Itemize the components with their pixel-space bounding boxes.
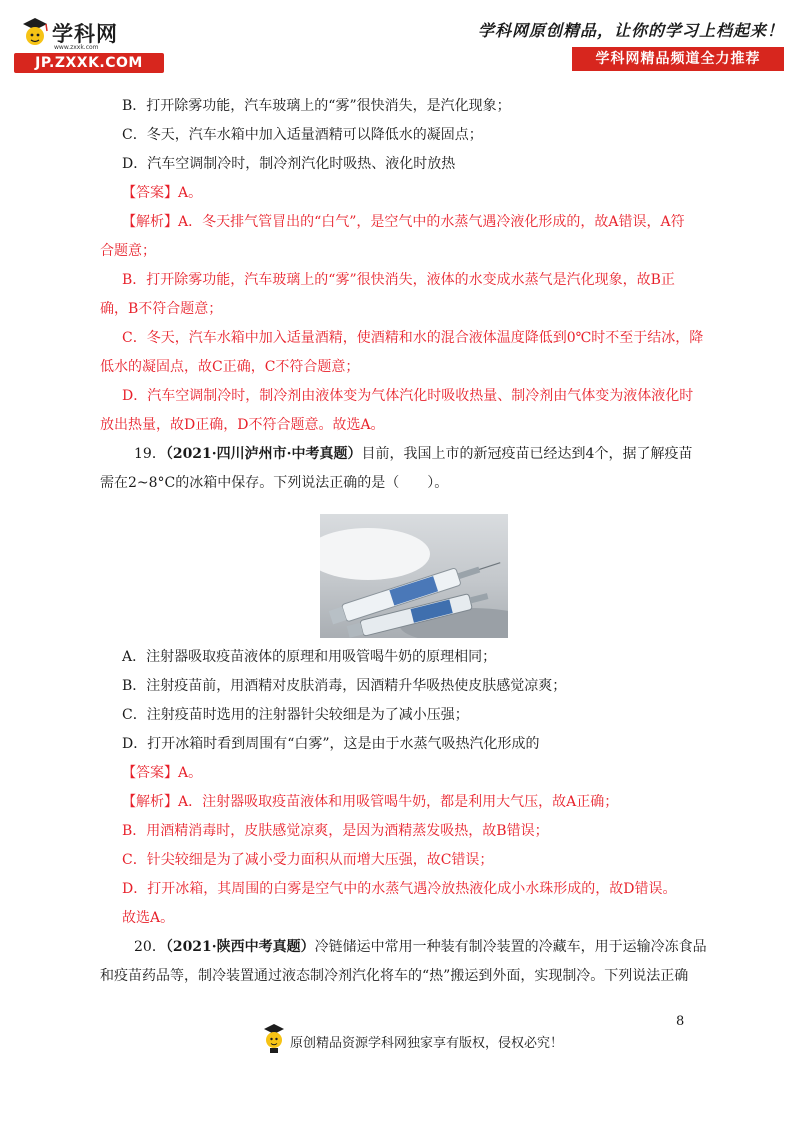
document-body-continued: [100, 643, 708, 991]
q18-analysis-line: 确，B不符合题意；: [100, 301, 223, 317]
page-header: [0, 0, 800, 80]
q19-answer: 【答案】A。: [122, 765, 203, 781]
mascot-icon: [262, 1020, 286, 1054]
copyright-notice: 原创精品资源学科网独家享有版权，侵权必究！: [290, 1036, 564, 1051]
zxxk-logo[interactable]: [14, 16, 164, 74]
q20-stem-continued: 和疫苗药品等，制冷装置通过液态制冷剂汽化将车的“热”搬运到外面，实现制冷。下列说法正确: [100, 968, 689, 984]
q18-analysis-line: D．汽车空调制冷时，制冷剂由液体变为气体汽化时吸收热量、制冷剂由气体变为液体液化时: [122, 388, 694, 404]
q20-stem-text: 冷链储运中常用一种装有制冷装置的冷藏车，用于运输冷冻食品: [314, 939, 707, 955]
logo-name: 学科网: [52, 22, 118, 46]
q19-stem-text: 目前，我国上市的新冠疫苗已经达到4个，据了解疫苗: [361, 446, 693, 462]
q19-number: 19．: [134, 446, 166, 462]
q19-analysis-line: D．打开冰箱，其周围的白雾是空气中的水蒸气遇冷放热液化成小水珠形成的，故D错误。: [122, 881, 677, 897]
q19-option-d: D．打开冰箱时看到周围有“白雾”，这是由于水蒸气吸热汽化形成的: [122, 736, 540, 752]
logo-url: www.zxxk.com: [54, 44, 99, 51]
q18-answer: 【答案】A。: [122, 185, 203, 201]
syringe-illustration: [320, 514, 508, 638]
q18-analysis-line: 合题意；: [100, 243, 156, 259]
page-footer: [0, 1010, 800, 1070]
q19-analysis-line: B．用酒精消毒时，皮肤感觉凉爽，是因为酒精蒸发吸热，故B错误；: [122, 823, 549, 839]
q18-analysis-line: C．冬天，汽车水箱中加入适量酒精，使酒精和水的混合液体温度降低到0℃时不至于结冰，降: [122, 330, 704, 346]
document-body: [100, 92, 708, 498]
q18-analysis-line: 低水的凝固点，故C正确，C不符合题意；: [100, 359, 360, 375]
q18-option-b: B．打开除雾功能，汽车玻璃上的“雾”很快消失，是汽化现象；: [122, 98, 511, 114]
q18-analysis-line: 【解析】A．冬天排气管冒出的“白气”，是空气中的水蒸气遇冷液化形成的，故A错误，A符: [122, 214, 685, 230]
header-slogan: 学科网原创精品，让你的学习上档起来！: [477, 21, 784, 40]
q19-option-c: C．注射疫苗时选用的注射器针尖较细是为了减小压强；: [122, 707, 469, 723]
page-number: 8: [676, 1014, 685, 1029]
logo-badge: JP.ZXXK.COM: [14, 53, 164, 73]
vaccine-syringe-photo: [320, 514, 508, 638]
q18-option-d: D．汽车空调制冷时，制冷剂汽化时吸热、液化时放热: [122, 156, 456, 172]
q20-number: 20．: [134, 939, 166, 955]
q19-stem: [134, 440, 708, 469]
q19-option-a: A．注射器吸取疫苗液体的原理和用吸管喝牛奶的原理相同；: [122, 649, 497, 665]
q19-stem-continued: 需在2~8°C的冰箱中保存。下列说法正确的是（ ）。: [100, 475, 449, 491]
q18-option-c: C．冬天，汽车水箱中加入适量酒精可以降低水的凝固点；: [122, 127, 483, 143]
q19-analysis-line: C．针尖较细是为了减小受力面积从而增大压强，故C错误；: [122, 852, 494, 868]
q19-option-b: B．注射疫苗前，用酒精对皮肤消毒，因酒精升华吸热使皮肤感觉凉爽；: [122, 678, 567, 694]
q18-analysis-line: 放出热量，故D正确，D不符合题意。故选A。: [100, 417, 385, 433]
q19-analysis-line: 【解析】A．注射器吸取疫苗液体和用吸管喝牛奶，都是利用大气压，故A正确；: [122, 794, 619, 810]
q19-source: （2021·四川泸州市·中考真题）: [165, 446, 362, 462]
q18-analysis-line: B．打开除雾功能，汽车玻璃上的“雾”很快消失，液体的水变成水蒸气是汽化现象，故B正: [122, 272, 675, 288]
channel-banner: 学科网精品频道全力推荐: [572, 47, 784, 71]
q19-analysis-line: 故选A。: [122, 910, 175, 926]
q20-source: （2021·陕西中考真题）: [165, 939, 315, 955]
q20-stem: [134, 933, 708, 962]
mascot-icon: [20, 16, 50, 50]
